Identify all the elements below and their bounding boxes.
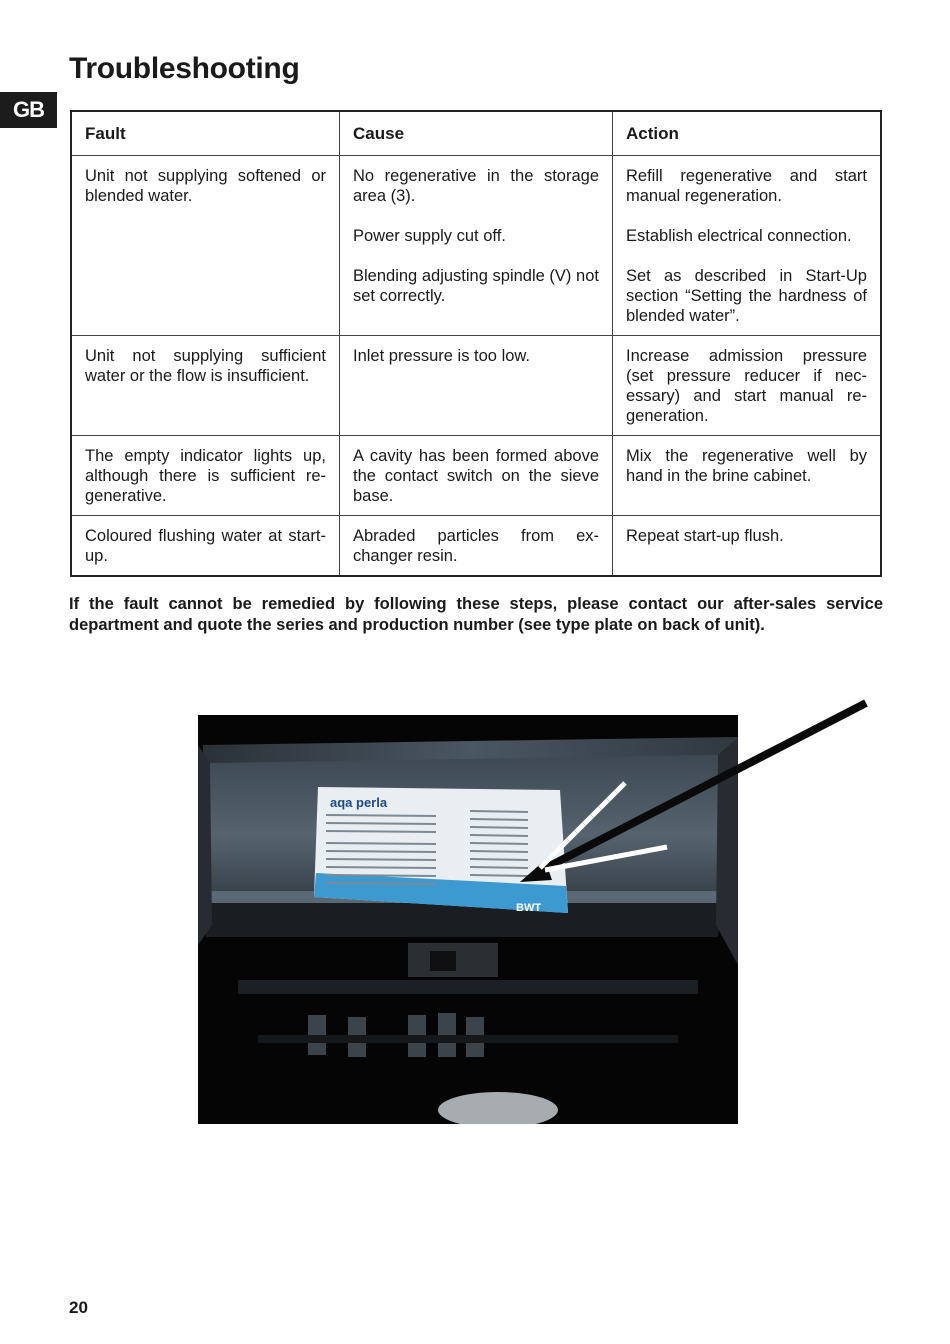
page-number: 20 <box>69 1298 88 1317</box>
header-cause: Cause <box>340 111 613 156</box>
cause-cell: Inlet pressure is too low. <box>340 336 613 436</box>
type-plate <box>314 787 568 914</box>
language-tab: GB <box>0 92 57 128</box>
cause-entry: No regenerative in the storage area (3). <box>353 167 599 205</box>
fault-cell: The empty indicator lights up, although there is sufficient re-generative. <box>71 436 340 516</box>
plate-logo: BWT <box>516 902 542 914</box>
action-cell: Increase admission pressure (set pressure reducer if nec-essary) and start manual re-generation. <box>613 336 882 436</box>
action-cell <box>613 156 882 336</box>
action-entry: Establish electrical connection. <box>626 227 852 245</box>
header-action: Action <box>613 111 882 156</box>
fault-cell: Coloured flushing water at start-up. <box>71 516 340 577</box>
fault-cell: Unit not supplying softened or blended water. <box>71 156 340 336</box>
cause-cell: A cavity has been formed above the contact switch on the sieve base. <box>340 436 613 516</box>
table-row <box>71 156 881 336</box>
cause-cell <box>340 156 613 336</box>
service-note: If the fault cannot be remedied by following these steps, please contact our after-sales service department and quote the series and production number (see type plate on back of unit). <box>69 595 883 634</box>
action-entry: Set as described in Start-Up section “Setting the hardness of blended water”. <box>626 267 867 325</box>
action-cell: Repeat start-up flush. <box>613 516 882 577</box>
action-cell: Mix the regenerative well by hand in the brine cabinet. <box>613 436 882 516</box>
table-row <box>71 436 881 516</box>
type-plate-photo <box>198 715 738 1124</box>
action-entry: Refill regenerative and start manual regeneration. <box>626 167 867 205</box>
plate-brand: aqa perla <box>330 795 388 810</box>
troubleshooting-table <box>70 110 882 577</box>
table-header-row <box>71 111 881 156</box>
cause-cell: Abraded particles from ex-changer resin. <box>340 516 613 577</box>
cause-entry: Power supply cut off. <box>353 227 506 245</box>
cause-entry: Blending adjusting spindle (V) not set correctly. <box>353 267 599 305</box>
header-fault: Fault <box>71 111 340 156</box>
table-row <box>71 516 881 577</box>
table-row <box>71 336 881 436</box>
page-title: Troubleshooting <box>69 52 300 85</box>
fault-cell: Unit not supplying sufficient water or the flow is insufficient. <box>71 336 340 436</box>
